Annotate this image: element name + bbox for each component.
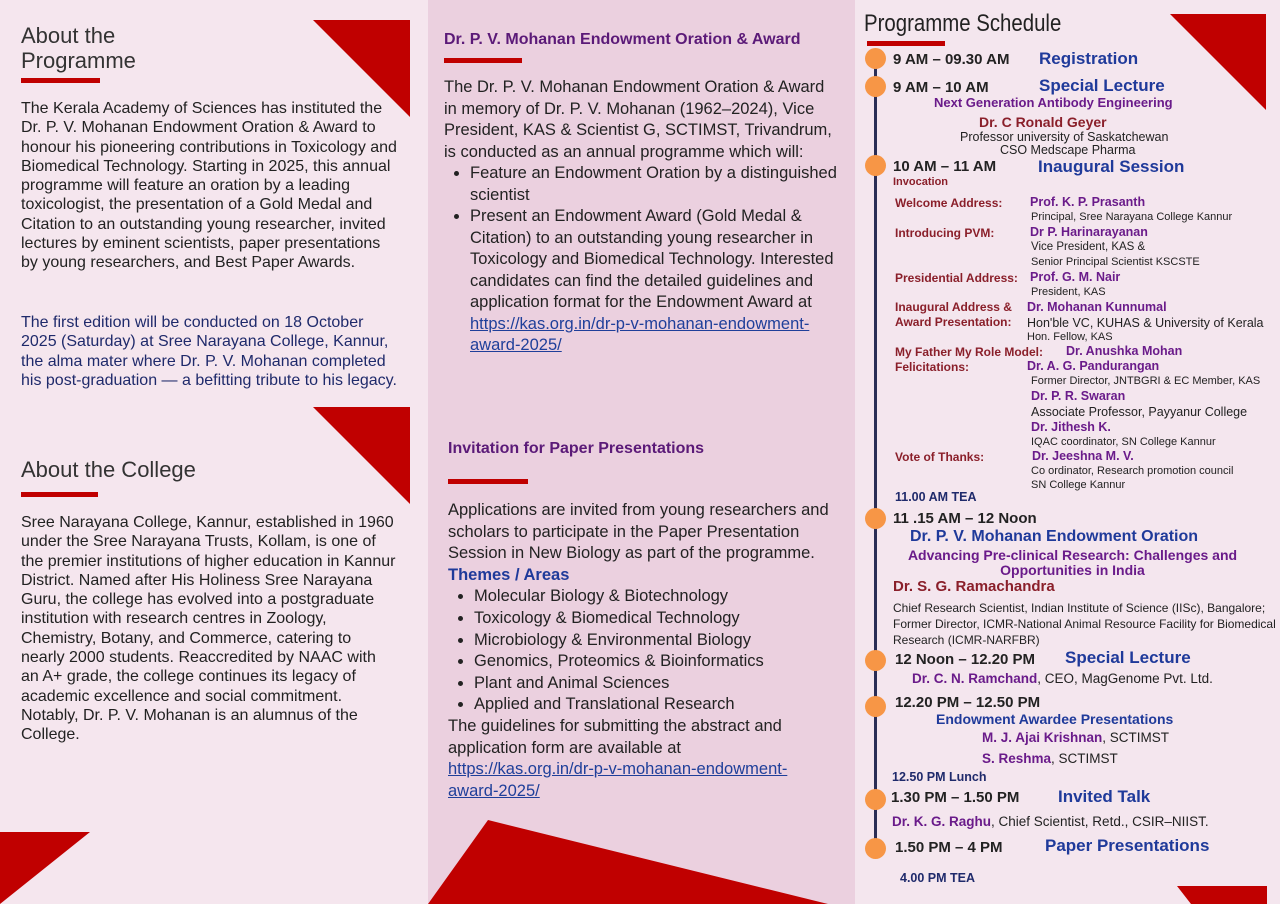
timeline-dot (865, 650, 886, 671)
about-column (0, 0, 428, 904)
divider (444, 58, 522, 63)
timeline-dot (865, 48, 886, 69)
person-name: Dr. A. G. Pandurangan (1027, 359, 1160, 373)
time: 1.50 PM – 4 PM (895, 839, 1003, 856)
oration-column (428, 0, 855, 904)
awardee-name: M. J. Ajai Krishnan (982, 730, 1103, 745)
affiliation: Vice President, KAS & (1031, 241, 1146, 253)
oration-intro: The Dr. P. V. Mohanan Endowment Oration & Award in memory of Dr. P. V. Mohanan (1962–2024), Vice President, KAS & Scientist G, SCTIMST, Trivandrum, is conducted as an annual programme which will: (444, 78, 832, 161)
affiliation: SN College Kannur (1031, 479, 1126, 491)
speaker: Dr. K. G. Raghu (892, 814, 992, 829)
theme-item: • Genomics, Proteomics & Bioinformatics (474, 651, 853, 673)
affiliation: Former Director, JNTBGRI & EC Member, KAS (1031, 375, 1261, 387)
schedule-title: Programme Schedule (864, 10, 1062, 37)
timeline-dot (865, 838, 886, 859)
speaker-line (912, 671, 1213, 686)
affiliation: , CEO, MagGenome Pvt. Ltd. (1037, 671, 1213, 686)
role: Introducing PVM: (895, 226, 995, 240)
person-name: Dr. Anushka Mohan (1066, 344, 1183, 358)
themes-label: Themes / Areas (448, 565, 570, 584)
affiliation: IQAC coordinator, SN College Kannur (1031, 436, 1216, 448)
divider (448, 479, 528, 484)
role: Felicitations: (895, 360, 970, 374)
affiliation: Co ordinator, Research promotion council (1031, 465, 1234, 477)
awardee-line (982, 751, 1118, 766)
speaker-line (892, 814, 1209, 829)
affiliation: Principal, Sree Narayana College Kannur (1031, 211, 1233, 223)
session-label: Paper Presentations (1045, 836, 1210, 855)
timeline-line (874, 60, 877, 850)
break: 4.00 PM TEA (900, 871, 976, 885)
theme-item: • Toxicology & Biomedical Technology (474, 608, 853, 630)
affiliation: , SCTIMST (1051, 751, 1118, 766)
session-label: Inaugural Session (1038, 157, 1185, 176)
person-name: Prof. K. P. Prasanth (1030, 195, 1146, 209)
guidelines-link[interactable]: https://kas.org.in/dr-p-v-mohanan-endowment-award-2025/ (448, 760, 788, 800)
person-name: Dr P. Harinarayanan (1030, 225, 1148, 239)
affiliation: Senior Principal Scientist KSCSTE (1031, 256, 1200, 268)
time: 11 .15 AM – 12 Noon (893, 510, 1037, 527)
schedule (855, 0, 1280, 904)
session-label: Invited Talk (1058, 787, 1151, 806)
red-triangle-decoration (0, 832, 90, 904)
speaker: Dr. C Ronald Geyer (979, 114, 1107, 130)
person-name: Prof. G. M. Nair (1030, 270, 1121, 284)
guidelines-text: The guidelines for submitting the abstract and application form are available at (448, 716, 782, 757)
red-triangle-decoration (313, 407, 410, 504)
bullet-text: Present an Endowment Award (Gold Medal & Citation) to an outstanding young researcher in Toxicology and Biomedical Technology. Interested candidates can find the detailed guidelines and application format for the Endowment Award at (470, 207, 834, 311)
about-college-title: About the College (21, 457, 196, 482)
role: Presidential Address: (895, 271, 1018, 285)
timeline-dot (865, 696, 886, 717)
time: 12.20 PM – 12.50 PM (895, 694, 1041, 711)
session-label: Endowment Awardee Presentations (936, 711, 1174, 727)
affiliation: , Chief Scientist, Retd., CSIR–NIIST. (991, 814, 1209, 829)
divider (21, 78, 100, 83)
papers-body (448, 500, 853, 802)
timeline-dot (865, 508, 886, 529)
divider (867, 41, 945, 46)
time: 10 AM – 11 AM (893, 158, 997, 175)
affiliation: CSO Medscape Pharma (1000, 143, 1136, 157)
person-name: Dr. Jithesh K. (1031, 420, 1111, 434)
affiliation: , SCTIMST (1102, 730, 1170, 745)
schedule-column (855, 0, 1280, 904)
role: Welcome Address: (895, 196, 1003, 210)
person-name: Dr. P. R. Swaran (1031, 389, 1126, 403)
about-programme-edition: The first edition will be conducted on 18 October 2025 (Saturday) at Sree Narayana College, Kannur, the alma mater where Dr. P. V. Mohanan completed his post-graduation — a befitting tribute to his legacy. (21, 314, 397, 389)
affiliation: Professor university of Saskatchewan (960, 130, 1169, 144)
papers-title: Invitation for Paper Presentations (448, 440, 705, 457)
affiliation: Hon'ble VC, KUHAS & University of Kerala (1027, 316, 1264, 330)
speaker: Dr. C. N. Ramchand (912, 671, 1038, 686)
session-label: Special Lecture (1039, 76, 1165, 95)
about-college-body: Sree Narayana College, Kannur, established in 1960 under the Sree Narayana Trusts, Kollam, is one of the premier institutions of higher education in Kannur District. Named after His Holiness Sree Narayana Guru, the college has evolved into a postgraduate institution with research centres in Zoology, Chemistry, Botany, and Commerce, catering to nearly 2000 students. Reaccredited by NAAC with an A+ grade, the college continues its legacy of academic excellence and social commitment. Notably, Dr. P. V. Mohanan is an alumnus of the College. (21, 514, 396, 744)
theme-item: • Plant and Animal Sciences (474, 673, 853, 695)
person-name: Dr. Jeeshna M. V. (1032, 449, 1134, 463)
timeline-dot (865, 76, 886, 97)
speaker: Dr. S. G. Ramachandra (893, 578, 1055, 595)
awardee-line (982, 730, 1169, 745)
timeline-dot (865, 155, 886, 176)
session-label: Special Lecture (1065, 648, 1191, 667)
about-programme-body: The Kerala Academy of Sciences has instituted the Dr. P. V. Mohanan Endowment Oration & Award to honour his pioneering contributions in Toxicology and Biomedical Technology. Starting in 2025, this annual programme will feature an oration by a leading toxicologist, the presentation of a Gold Medal and Citation to an outstanding young researcher, invited lectures by eminent scientists, paper presentations by young researchers, and Best Paper Awards. (21, 100, 397, 272)
affiliation: Hon. Fellow, KAS (1027, 331, 1113, 343)
timeline-dot (865, 789, 886, 810)
oration-bullet: • Feature an Endowment Oration by a distinguished scientist (470, 163, 839, 206)
break: 12.50 PM Lunch (892, 770, 987, 784)
guidelines (448, 716, 818, 802)
theme-item: • Applied and Translational Research (474, 694, 853, 716)
award-link[interactable]: https://kas.org.in/dr-p-v-mohanan-endowment-award-2025/ (470, 314, 810, 354)
red-triangle-decoration (428, 820, 828, 904)
time: 1.30 PM – 1.50 PM (891, 789, 1020, 806)
topic: Advancing Pre-clinical Research: Challenges and Opportunities in India (907, 547, 1238, 578)
affiliation: Associate Professor, Payyanur College (1031, 405, 1248, 419)
role: Inaugural Address & Award Presentation: (895, 300, 1012, 329)
divider (21, 492, 98, 497)
oration-body (444, 77, 839, 357)
topic: Next Generation Antibody Engineering (934, 95, 1173, 110)
affiliation: Chief Research Scientist, Indian Institute of Science (IISc), Bangalore; Former Director, ICMR-National Animal Resource Facility for Biomedical Research (ICMR-NARFBR) (893, 601, 1276, 647)
affiliation: President, KAS (1031, 286, 1106, 298)
time: 9 AM – 09.30 AM (893, 51, 1010, 68)
session-label: Dr. P. V. Mohanan Endowment Oration (910, 528, 1199, 545)
awardee-name: S. Reshma (982, 751, 1052, 766)
papers-intro: Applications are invited from young researchers and scholars to participate in the Paper Presentation Session in New Biology as part of the programme. (448, 501, 829, 563)
about-programme-title: About the Programme (21, 23, 136, 73)
session-label: Registration (1039, 49, 1139, 68)
time: 12 Noon – 12.20 PM (895, 651, 1036, 668)
person-name: Dr. Mohanan Kunnumal (1027, 300, 1167, 314)
theme-item: • Molecular Biology & Biotechnology (474, 586, 853, 608)
time: 9 AM – 10 AM (893, 79, 989, 96)
oration-title: Dr. P. V. Mohanan Endowment Oration & Award (444, 31, 801, 48)
invocation: Invocation (893, 176, 949, 188)
theme-item: • Microbiology & Environmental Biology (474, 630, 853, 652)
role: Vote of Thanks: (895, 450, 985, 464)
oration-bullet (470, 206, 839, 357)
role: My Father My Role Model: (895, 345, 1044, 359)
break: 11.00 AM TEA (895, 490, 977, 504)
